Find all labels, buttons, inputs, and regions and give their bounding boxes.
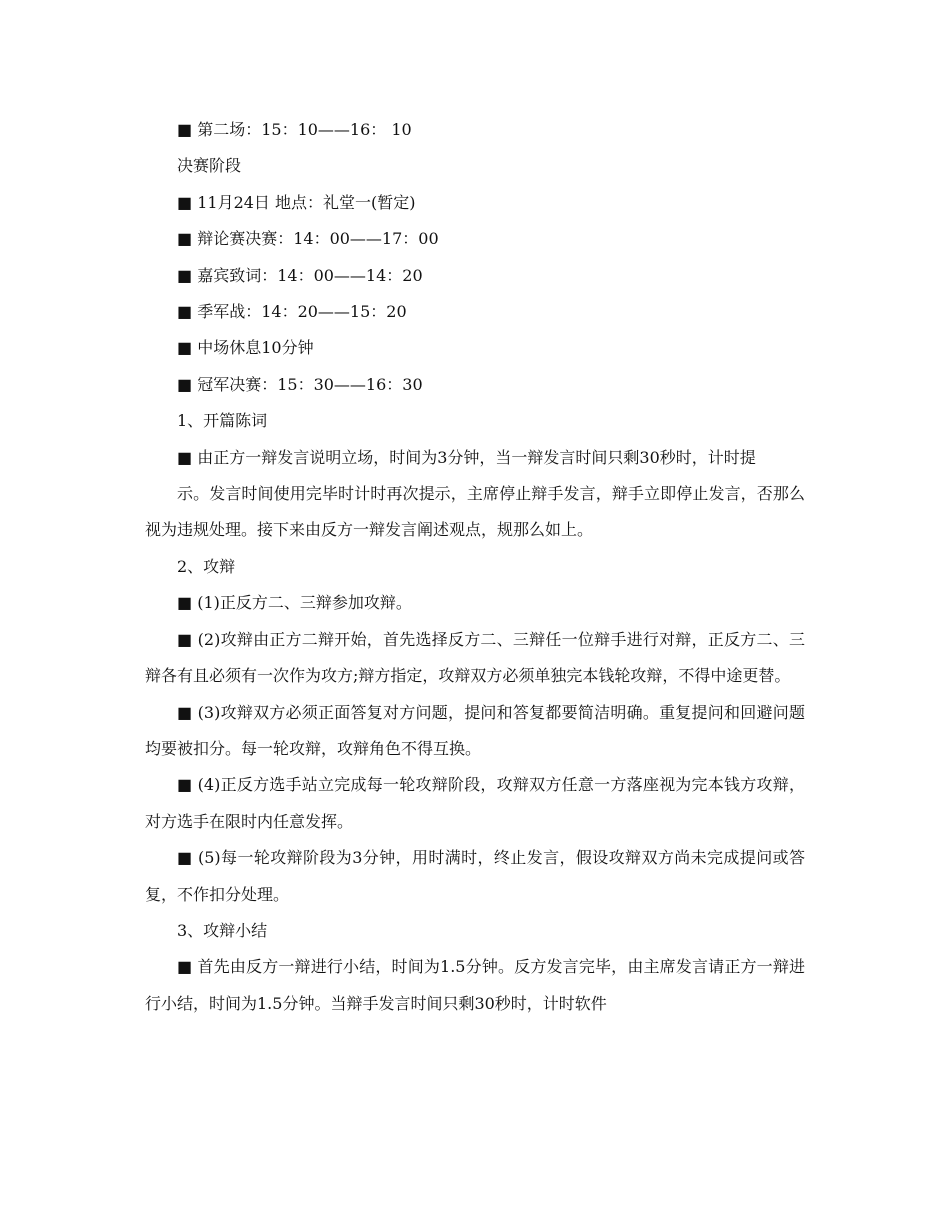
- paragraph-debate-final-time: ■ 辩论赛决赛：14：00——17：00: [177, 229, 439, 249]
- paragraph-guest-speech-time: ■ 嘉宾致词：14：00——14：20: [177, 265, 423, 285]
- paragraph-cross-rule-1: ■ (1)正反方二、三辩参加攻辩。: [177, 593, 412, 613]
- paragraph-cross-rule-4: ■ (4)正反方选手站立完成每一轮攻辩阶段，攻辩双方任意一方落座视为完本钱方攻辩，对方选手在限时内任意发挥。: [145, 775, 805, 831]
- paragraph-cross-rule-5: ■ (5)每一轮攻辩阶段为3分钟，用时满时，终止发言，假设攻辩双方尚未完成提问或答复，不作扣分处理。: [145, 848, 805, 904]
- paragraph-opening-rule-1: ■ 由正方一辩发言说明立场，时间为3分钟，当一辩发言时间只剩30秒时，计时提: [177, 447, 756, 467]
- paragraph-session-two-time: ■ 第二场：15：10——16： 10: [177, 120, 412, 139]
- paragraph-final-date-location: ■ 11月24日 地点：礼堂一(暂定): [177, 192, 416, 212]
- heading-cross-summary: 3、攻辩小结: [177, 920, 268, 940]
- paragraph-championship-time: ■ 冠军决赛：15：30——16：30: [177, 374, 423, 394]
- document-body: [145, 112, 805, 1022]
- paragraph-third-place-time: ■ 季军战：14：20——15：20: [177, 302, 407, 322]
- heading-opening-statement: 1、开篇陈词: [177, 411, 268, 431]
- paragraph-cross-rule-3: ■ (3)攻辩双方必须正面答复对方问题，提问和答复都要简洁明确。重复提问和回避问题均要被扣分。每一轮攻辩，攻辩角色不得互换。: [145, 702, 805, 758]
- paragraph-opening-rule-2: 示。发言时间使用完毕时计时再次提示，主席停止辩手发言，辩手立即停止发言，否那么视为违规处理。接下来由反方一辩发言阐述观点，规那么如上。: [145, 484, 805, 540]
- paragraph-cross-rule-2: ■ (2)攻辩由正方二辩开始，首先选择反方二、三辩任一位辩手进行对辩，正反方二、三辩各有且必须有一次作为攻方;辩方指定，攻辩双方必须单独完本钱轮攻辩，不得中途更替。: [145, 629, 805, 686]
- heading-cross-examination: 2、攻辩: [177, 556, 236, 576]
- heading-final-stage: 决赛阶段: [177, 156, 242, 176]
- paragraph-summary-rule: ■ 首先由反方一辩进行小结，时间为1.5分钟。反方发言完毕，由主席发言请正方一辩进行小结，时间为1.5分钟。当辩手发言时间只剩30秒时，计时软件: [145, 957, 805, 1013]
- paragraph-intermission: ■ 中场休息10分钟: [177, 338, 314, 358]
